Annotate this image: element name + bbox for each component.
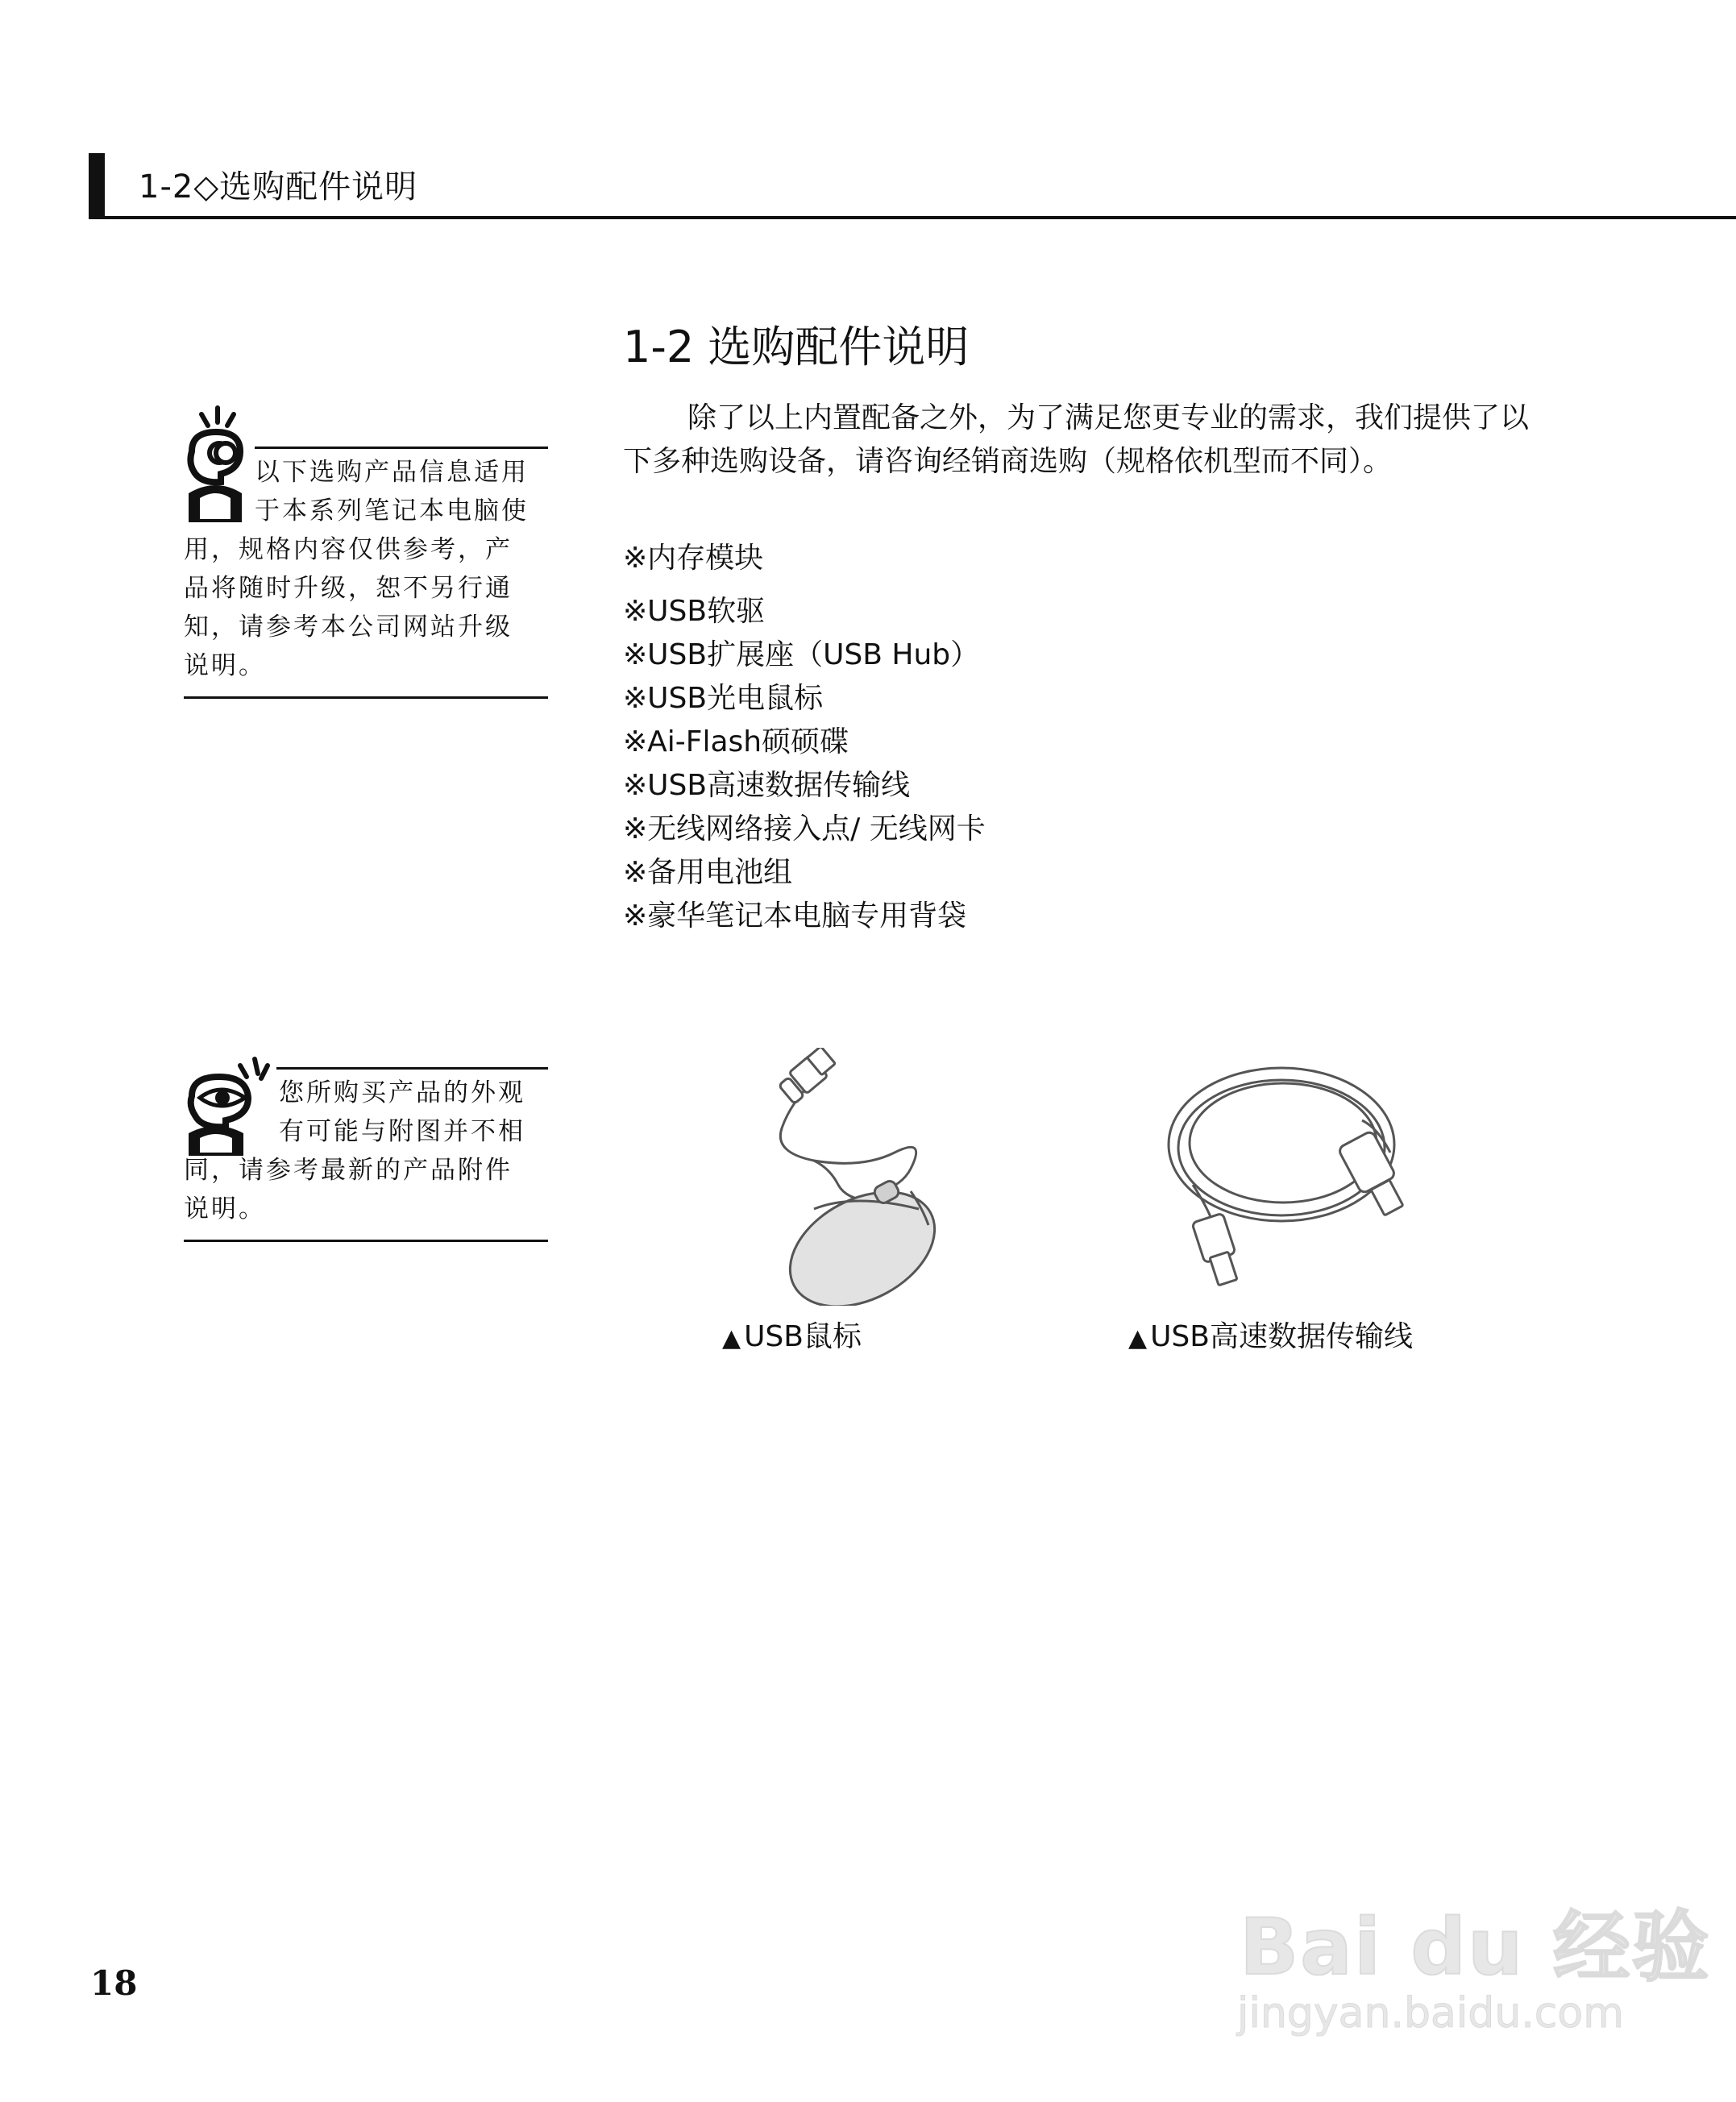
note-rule-top	[276, 1067, 548, 1070]
side-note-appearance	[184, 1048, 548, 1245]
list-item: ※内存模块	[623, 542, 764, 575]
intro-paragraph: 除了以上内置配备之外，为了满足您更专业的需求，我们提供了以下多种选购设备，请咨询经销商选购（规格依机型而不同）。	[623, 401, 1530, 478]
list-item: ※USB软驱	[623, 595, 766, 628]
section-title: 1-2 选购配件说明	[623, 322, 970, 372]
figure-caption-cable: ▲ USB高速数据传输线	[1128, 1320, 1413, 1353]
note-rule-top	[255, 447, 548, 449]
watermark-logo: Bai du 经验	[1240, 1902, 1711, 1992]
note-text: 您所购买产品的外观 有可能与附图并不相 同，请参考最新的产品附件 说明。	[184, 1078, 525, 1223]
triangle-marker-icon: ▲	[722, 1324, 741, 1352]
note-rule-bottom	[184, 696, 548, 699]
list-item: ※USB扩展座（USB Hub）	[623, 638, 980, 671]
accessory-list	[623, 537, 986, 938]
header-rule	[89, 216, 1736, 219]
note-rule-bottom	[184, 1240, 548, 1242]
usb-cable-illustration	[1161, 1048, 1418, 1290]
note-text: 以下选购产品信息适用 于本系列笔记本电脑使 用，规格内容仅供参考，产 品将随时升级，恕不另行通 知，请参考本公司网站升级 说明。	[184, 458, 529, 680]
watermark-url: jingyan.baidu.com	[1237, 1989, 1624, 2038]
header-bar	[89, 153, 105, 219]
list-item: ※备用电池组	[623, 856, 793, 889]
list-item: ※无线网络接入点/ 无线网卡	[623, 812, 986, 845]
usb-mouse-illustration	[717, 1048, 983, 1306]
side-note-specs	[184, 403, 548, 701]
list-item: ※Ai-Flash硕硕碟	[623, 725, 849, 758]
running-header-title: 1-2◇选购配件说明	[139, 168, 418, 206]
page-number: 18	[90, 1963, 138, 2003]
list-item: ※豪华笔记本电脑专用背袋	[623, 899, 967, 933]
list-item: ※USB高速数据传输线	[623, 769, 911, 802]
list-item: ※USB光电鼠标	[623, 682, 824, 715]
figure-caption-mouse: ▲ USB鼠标	[722, 1320, 862, 1353]
triangle-marker-icon: ▲	[1128, 1324, 1148, 1352]
